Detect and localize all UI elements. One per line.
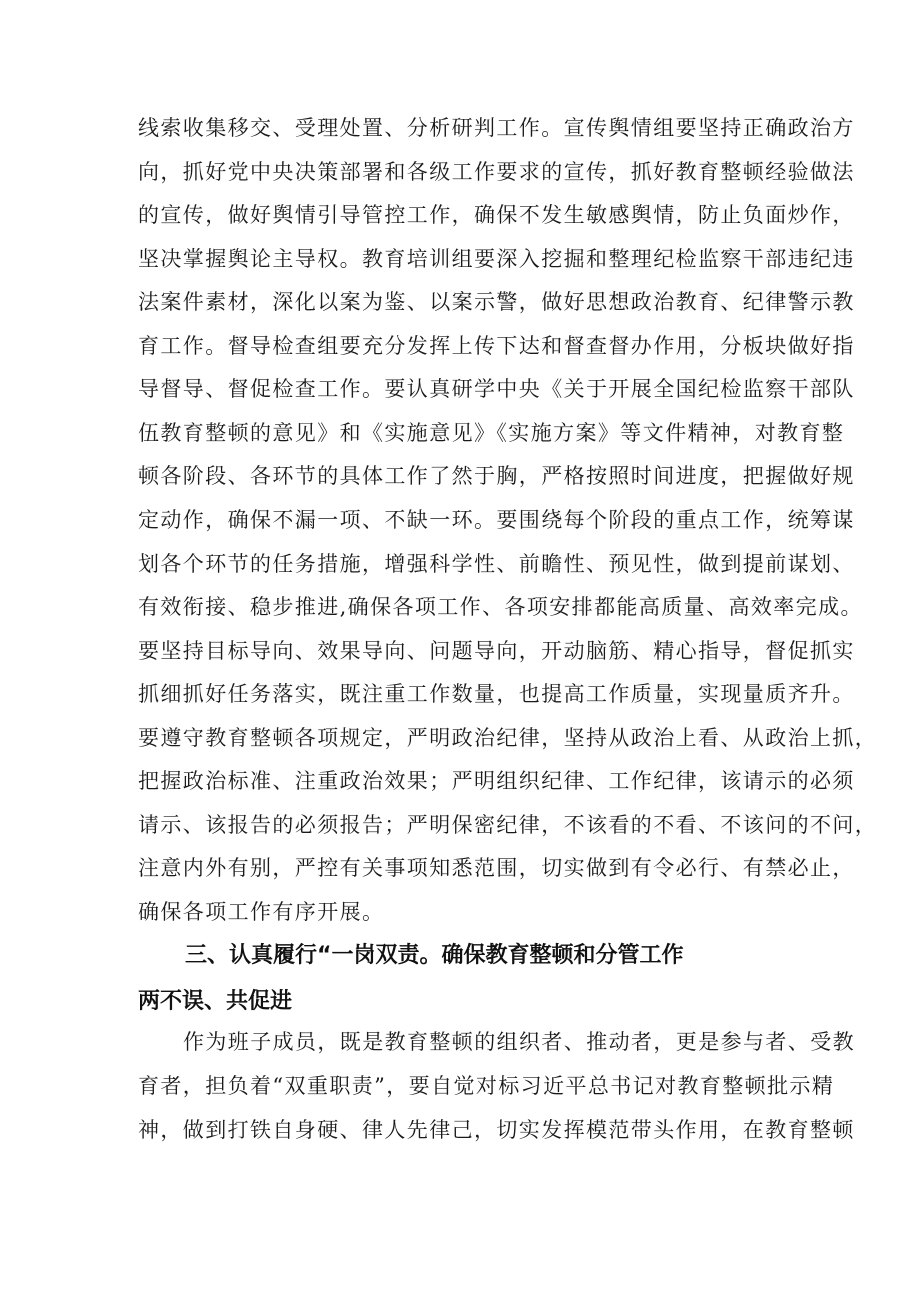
body-line: 要坚持目标导向、效果导向、问题导向，开动脑筋、精心指导，督促抓实 — [138, 639, 855, 663]
body-line: 作为班子成员，既是教育整顿的组织者、推动者，更是参与者、受教 — [183, 1030, 855, 1054]
body-line: 神，做到打铁自身硬、律人先律己，切实发挥模范带头作用，在教育整顿 — [138, 1118, 855, 1142]
body-line: 划各个环节的任务措施，增强科学性、前瞻性、预见性，做到提前谋划、 — [138, 552, 855, 576]
body-line: 请示、该报告的必须报告；严明保密纪律，不该看的不看、不该问的不问， — [138, 813, 878, 837]
body-line: 定动作，确保不漏一项、不缺一环。要围绕每个阶段的重点工作，统筹谋 — [138, 508, 855, 532]
body-line: 坚决掌握舆论主导权。教育培训组要深入挖掘和整理纪检监察干部违纪违 — [138, 247, 855, 271]
section-heading-line1: 三、认真履行“一岗双责。确保教育整顿和分管工作 — [185, 943, 684, 968]
section-heading-line2: 两不误、共促进 — [138, 989, 293, 1014]
body-line: 确保各项工作有序开展。 — [138, 900, 385, 924]
body-line: 法案件素材，深化以案为鉴、以案示警，做好思想政治教育、纪律警示教 — [138, 290, 855, 314]
body-line: 育工作。督导检查组要充分发挥上传下达和督查督办作用，分板块做好指 — [138, 334, 855, 358]
body-line: 有效衔接、稳步推进,确保各项工作、各项安排都能高质量、高效率完成。 — [138, 595, 863, 619]
body-line: 顿各阶段、各环节的具体工作了然于胸，严格按照时间进度，把握做好规 — [138, 464, 855, 488]
body-line: 导督导、督促检查工作。要认真研学中央《关于开展全国纪检监察干部队 — [138, 377, 855, 401]
body-line: 伍教育整顿的意见》和《实施意见》《实施方案》等文件精神，对教育整 — [138, 421, 845, 445]
body-line: 线索收集移交、受理处置、分析研判工作。宣传舆情组要坚持正确政治方 — [138, 116, 855, 140]
body-line: 把握政治标准、注重政治效果；严明组织纪律、工作纪律，该请示的必须 — [138, 769, 855, 793]
body-line: 的宣传，做好舆情引导管控工作，确保不发生敏感舆情，防止负面炒作， — [138, 203, 855, 227]
body-line: 育者，担负着“双重职责”，要自觉对标习近平总书记对教育整顿批示精 — [138, 1074, 835, 1098]
body-line: 抓细抓好任务落实，既注重工作数量，也提高工作质量，实现量质齐升。 — [138, 682, 855, 706]
body-line: 向，抓好党中央决策部署和各级工作要求的宣传，抓好教育整顿经验做法 — [138, 160, 855, 184]
body-line: 要遵守教育整顿各项规定，严明政治纪律，坚持从政治上看、从政治上抓， — [138, 726, 878, 750]
body-line: 注意内外有别，严控有关事项知悉范围，切实做到有令必行、有禁必止， — [138, 856, 855, 880]
